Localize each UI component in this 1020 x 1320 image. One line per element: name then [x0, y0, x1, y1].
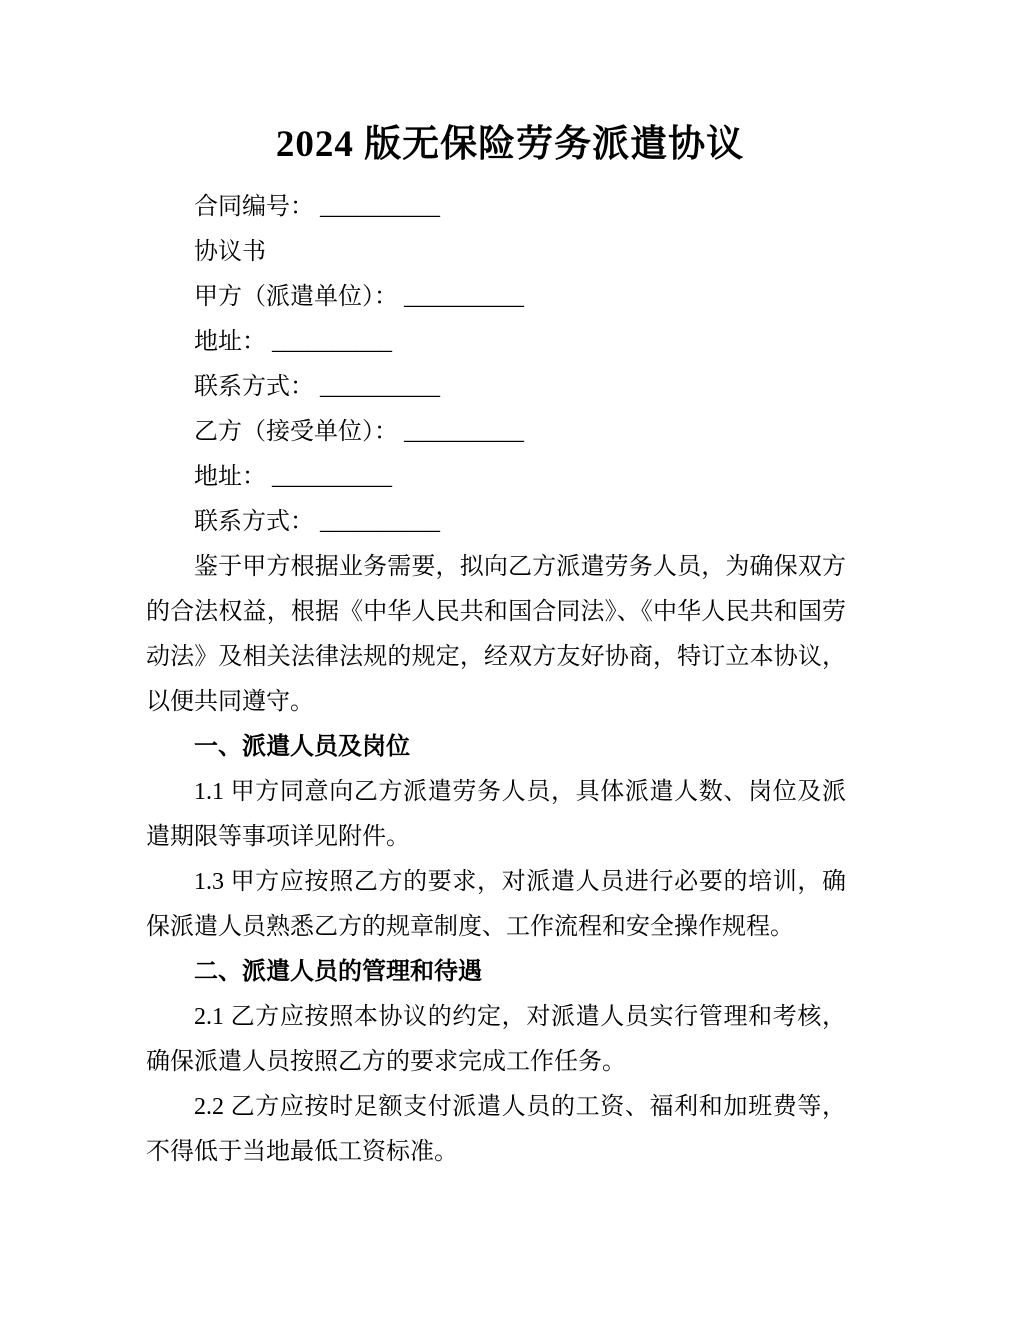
agreement-label: 协议书 — [194, 239, 266, 265]
party-a-name-field: 甲方（派遣单位）： __________ — [194, 284, 524, 310]
party-a-address-field: 地址： __________ — [194, 329, 392, 355]
party-b-contact-field: 联系方式： __________ — [194, 509, 440, 535]
party-b-name-field: 乙方（接受单位）： __________ — [194, 419, 524, 445]
clause-2-1-paragraph: 2.1 乙方应按照本协议的约定，对派遣人员实行管理和考核，确保派遣人员按照乙方的要求完成工作任务。 — [146, 1004, 846, 1075]
party-a-contact-field: 联系方式： __________ — [194, 374, 440, 400]
document-body — [146, 185, 846, 1175]
preamble-paragraph: 鉴于甲方根据业务需要，拟向乙方派遣劳务人员，为确保双方的合法权益，根据《中华人民共和国合同法》、《中华人民共和国劳动法》及相关法律法规的规定，经双方友好协商，特订立本协议，以便共同遵守。 — [146, 554, 846, 715]
party-b-address-field: 地址： __________ — [194, 464, 392, 490]
clause-1-3-paragraph: 1.3 甲方应按照乙方的要求，对派遣人员进行必要的培训，确保派遣人员熟悉乙方的规章制度、工作流程和安全操作规程。 — [146, 869, 846, 940]
clause-2-2-paragraph: 2.2 乙方应按时足额支付派遣人员的工资、福利和加班费等，不得低于当地最低工资标准。 — [146, 1094, 846, 1165]
clause-1-1-paragraph: 1.1 甲方同意向乙方派遣劳务人员，具体派遣人数、岗位及派遣期限等事项详见附件。 — [146, 779, 846, 850]
section-1-heading: 一、派遣人员及岗位 — [194, 734, 410, 760]
section-2-heading: 二、派遣人员的管理和待遇 — [194, 959, 482, 985]
contract-number-field: 合同编号： __________ — [194, 194, 440, 220]
document-title: 2024 版无保险劳务派遣协议 — [275, 124, 745, 165]
